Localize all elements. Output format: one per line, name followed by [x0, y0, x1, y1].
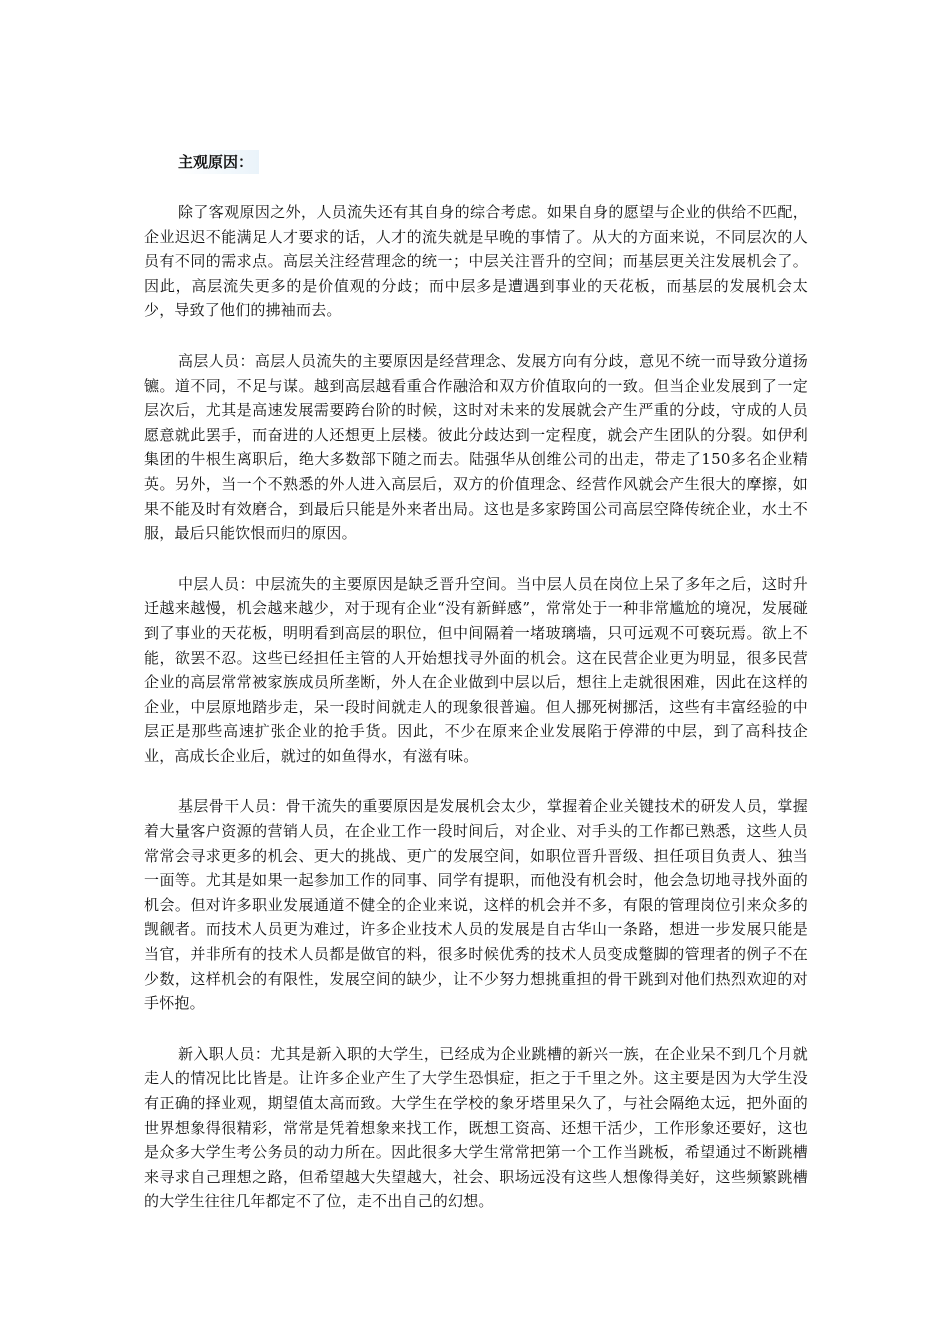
paragraph-intro: 除了客观原因之外，人员流失还有其自身的综合考虑。如果自身的愿望与企业的供给不匹配，企业迟迟不能满足人才要求的话，人才的流失就是早晚的事情了。从大的方面来说，不同层次的人员有不同的需求点。高层关注经营理念的统一；中层关注晋升的空间；而基层更关注发展机会了。因此，高层流失更多的是价值观的分歧；而中层多是遭遇到事业的天花板，而基层的发展机会太少，导致了他们的拂袖而去。: [144, 203, 808, 320]
paragraph-core-staff: 基层骨干人员：骨干流失的重要原因是发展机会太少，掌握着企业关键技术的研发人员，掌握着大量客户资源的营销人员，在企业工作一段时间后，对企业、对手头的工作都已熟悉，这些人员常常会寻求更多的机会、更大的挑战、更广的发展空间，如职位晋升晋级、担任项目负责人、独当一面等。尤其是如果一起参加工作的同事、同学有提职，而他没有机会时，他会急切地寻找外面的机会。但对许多职业发展通道不健全的企业来说，这样的机会并不多，有限的管理岗位引来众多的觊觎者。而技术人员更为难过，许多企业技术人员的发展是自古华山一条路，想进一步发展只能是当官，并非所有的技术人员都是做官的料，很多时候优秀的技术人员变成蹩脚的管理者的例子不在少数，这样机会的有限性，发展空间的缺少，让不少努力想挑重担的骨干跳到对他们热烈欢迎的对手怀抱。: [144, 797, 808, 1013]
paragraph-new-hires: 新入职人员：尤其是新入职的大学生，已经成为企业跳槽的新兴一族，在企业呆不到几个月就走人的情况比比皆是。让许多企业产生了大学生恐惧症，拒之于千里之外。这主要是因为大学生没有正确的择业观，期望值太高而致。大学生在学校的象牙塔里呆久了，与社会隔绝太远，把外面的世界想象得很精彩，常常是凭着想象来找工作，既想工资高、还想干活少，工作形象还要好，这也是众多大学生考公务员的动力所在。因此很多大学生常常把第一个工作当跳板，希望通过不断跳槽来寻求自己理想之路，但希望越大失望越大，社会、职场远没有这些人想像得美好，这些频繁跳槽的大学生往往几年都定不了位，走不出自己的幻想。: [144, 1044, 808, 1211]
section-heading: 主观原因：: [178, 150, 259, 174]
paragraph-middle-staff: 中层人员：中层流失的主要原因是缺乏晋升空间。当中层人员在岗位上呆了多年之后，这时升迁越来越慢，机会越来越少，对于现有企业“没有新鲜感”，常常处于一种非常尴尬的境况，发展碰到了事业的天花板，明明看到高层的职位，但中间隔着一堵玻璃墙，只可远观不可亵玩焉。欲上不能，欲罢不忍。这些已经担任主管的人开始想找寻外面的机会。这在民营企业更为明显，很多民营企业的高层常常被家族成员所垄断，外人在企业做到中层以后，想往上走就很困难，因此在这样的企业，中层原地踏步走，呆一段时间就走人的现象很普遍。但人挪死树挪活，这些有丰富经验的中层正是那些高速扩张企业的抢手货。因此，不少在原来企业发展陷于停滞的中层，到了高科技企业，高成长企业后，就过的如鱼得水，有滋有味。: [144, 574, 808, 765]
document-body: [144, 150, 808, 1214]
paragraph-senior-staff: 高层人员：高层人员流失的主要原因是经营理念、发展方向有分歧，意见不统一而导致分道扬镳。道不同，不足与谋。越到高层越看重合作融洽和双方价值取向的一致。但当企业发展到了一定层次后，尤其是高速发展需要跨台阶的时候，这时对未来的发展就会产生严重的分歧，守成的人员愿意就此罢手，而奋进的人还想更上层楼。彼此分歧达到一定程度，就会产生团队的分裂。如伊利集团的牛根生离职后，绝大多数部下随之而去。陆强华从创维公司的出走，带走了150多名企业精英。另外，当一个不熟悉的外人进入高层后，双方的价值理念、经营作风就会产生很大的摩擦，如果不能及时有效磨合，到最后只能是外来者出局。这也是多家跨国公司高层空降传统企业，水土不服，最后只能饮恨而归的原因。: [144, 351, 808, 543]
